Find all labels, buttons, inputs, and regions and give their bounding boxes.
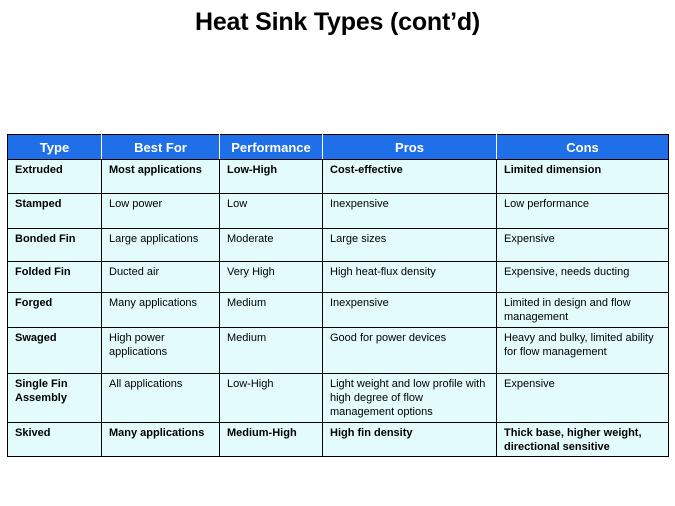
cell-pros: Good for power devices [323, 328, 497, 374]
cell-cons: Limited in design and flow management [497, 293, 669, 328]
table-row [8, 423, 669, 457]
cell-pros: Cost-effective [323, 160, 497, 194]
cell-best-for: Ducted air [102, 262, 220, 293]
table-header-row [8, 135, 669, 160]
cell-best-for: Many applications [102, 423, 220, 457]
cell-type: Folded Fin [8, 262, 102, 293]
cell-type: Skived [8, 423, 102, 457]
cell-type: Stamped [8, 194, 102, 229]
table-row [8, 194, 669, 229]
cell-cons: Heavy and bulky, limited ability for flow management [497, 328, 669, 374]
page-title: Heat Sink Types (cont’d) [194, 8, 481, 36]
table-row [8, 262, 669, 293]
cell-performance: Medium [220, 293, 323, 328]
cell-performance: Low [220, 194, 323, 229]
cell-cons: Thick base, higher weight, directional sensitive [497, 423, 669, 457]
cell-cons: Expensive, needs ducting [497, 262, 669, 293]
cell-performance: Low-High [220, 160, 323, 194]
cell-pros: Inexpensive [323, 194, 497, 229]
cell-best-for: High power applications [102, 328, 220, 374]
cell-cons: Expensive [497, 229, 669, 262]
cell-pros: Inexpensive [323, 293, 497, 328]
cell-cons: Limited dimension [497, 160, 669, 194]
cell-best-for: Most applications [102, 160, 220, 194]
column-header-best-for: Best For [102, 135, 220, 160]
table-row [8, 160, 669, 194]
cell-pros: High heat-flux density [323, 262, 497, 293]
column-header-performance: Performance [220, 135, 323, 160]
table-row [8, 374, 669, 423]
column-header-cons: Cons [497, 135, 669, 160]
cell-best-for: All applications [102, 374, 220, 423]
cell-performance: Medium-High [220, 423, 323, 457]
table-row [8, 328, 669, 374]
table-row [8, 229, 669, 262]
heat-sink-types-table [7, 134, 669, 457]
column-header-pros: Pros [323, 135, 497, 160]
cell-performance: Medium [220, 328, 323, 374]
cell-best-for: Low power [102, 194, 220, 229]
cell-type: Swaged [8, 328, 102, 374]
cell-type: Bonded Fin [8, 229, 102, 262]
cell-cons: Low performance [497, 194, 669, 229]
cell-performance: Very High [220, 262, 323, 293]
table-row [8, 293, 669, 328]
cell-best-for: Large applications [102, 229, 220, 262]
cell-performance: Low-High [220, 374, 323, 423]
cell-type: Single Fin Assembly [8, 374, 102, 423]
cell-type: Extruded [8, 160, 102, 194]
cell-type: Forged [8, 293, 102, 328]
column-header-type: Type [8, 135, 102, 160]
cell-best-for: Many applications [102, 293, 220, 328]
cell-pros: Light weight and low profile with high degree of flow management options [323, 374, 497, 423]
cell-pros: High fin density [323, 423, 497, 457]
cell-performance: Moderate [220, 229, 323, 262]
cell-cons: Expensive [497, 374, 669, 423]
cell-pros: Large sizes [323, 229, 497, 262]
